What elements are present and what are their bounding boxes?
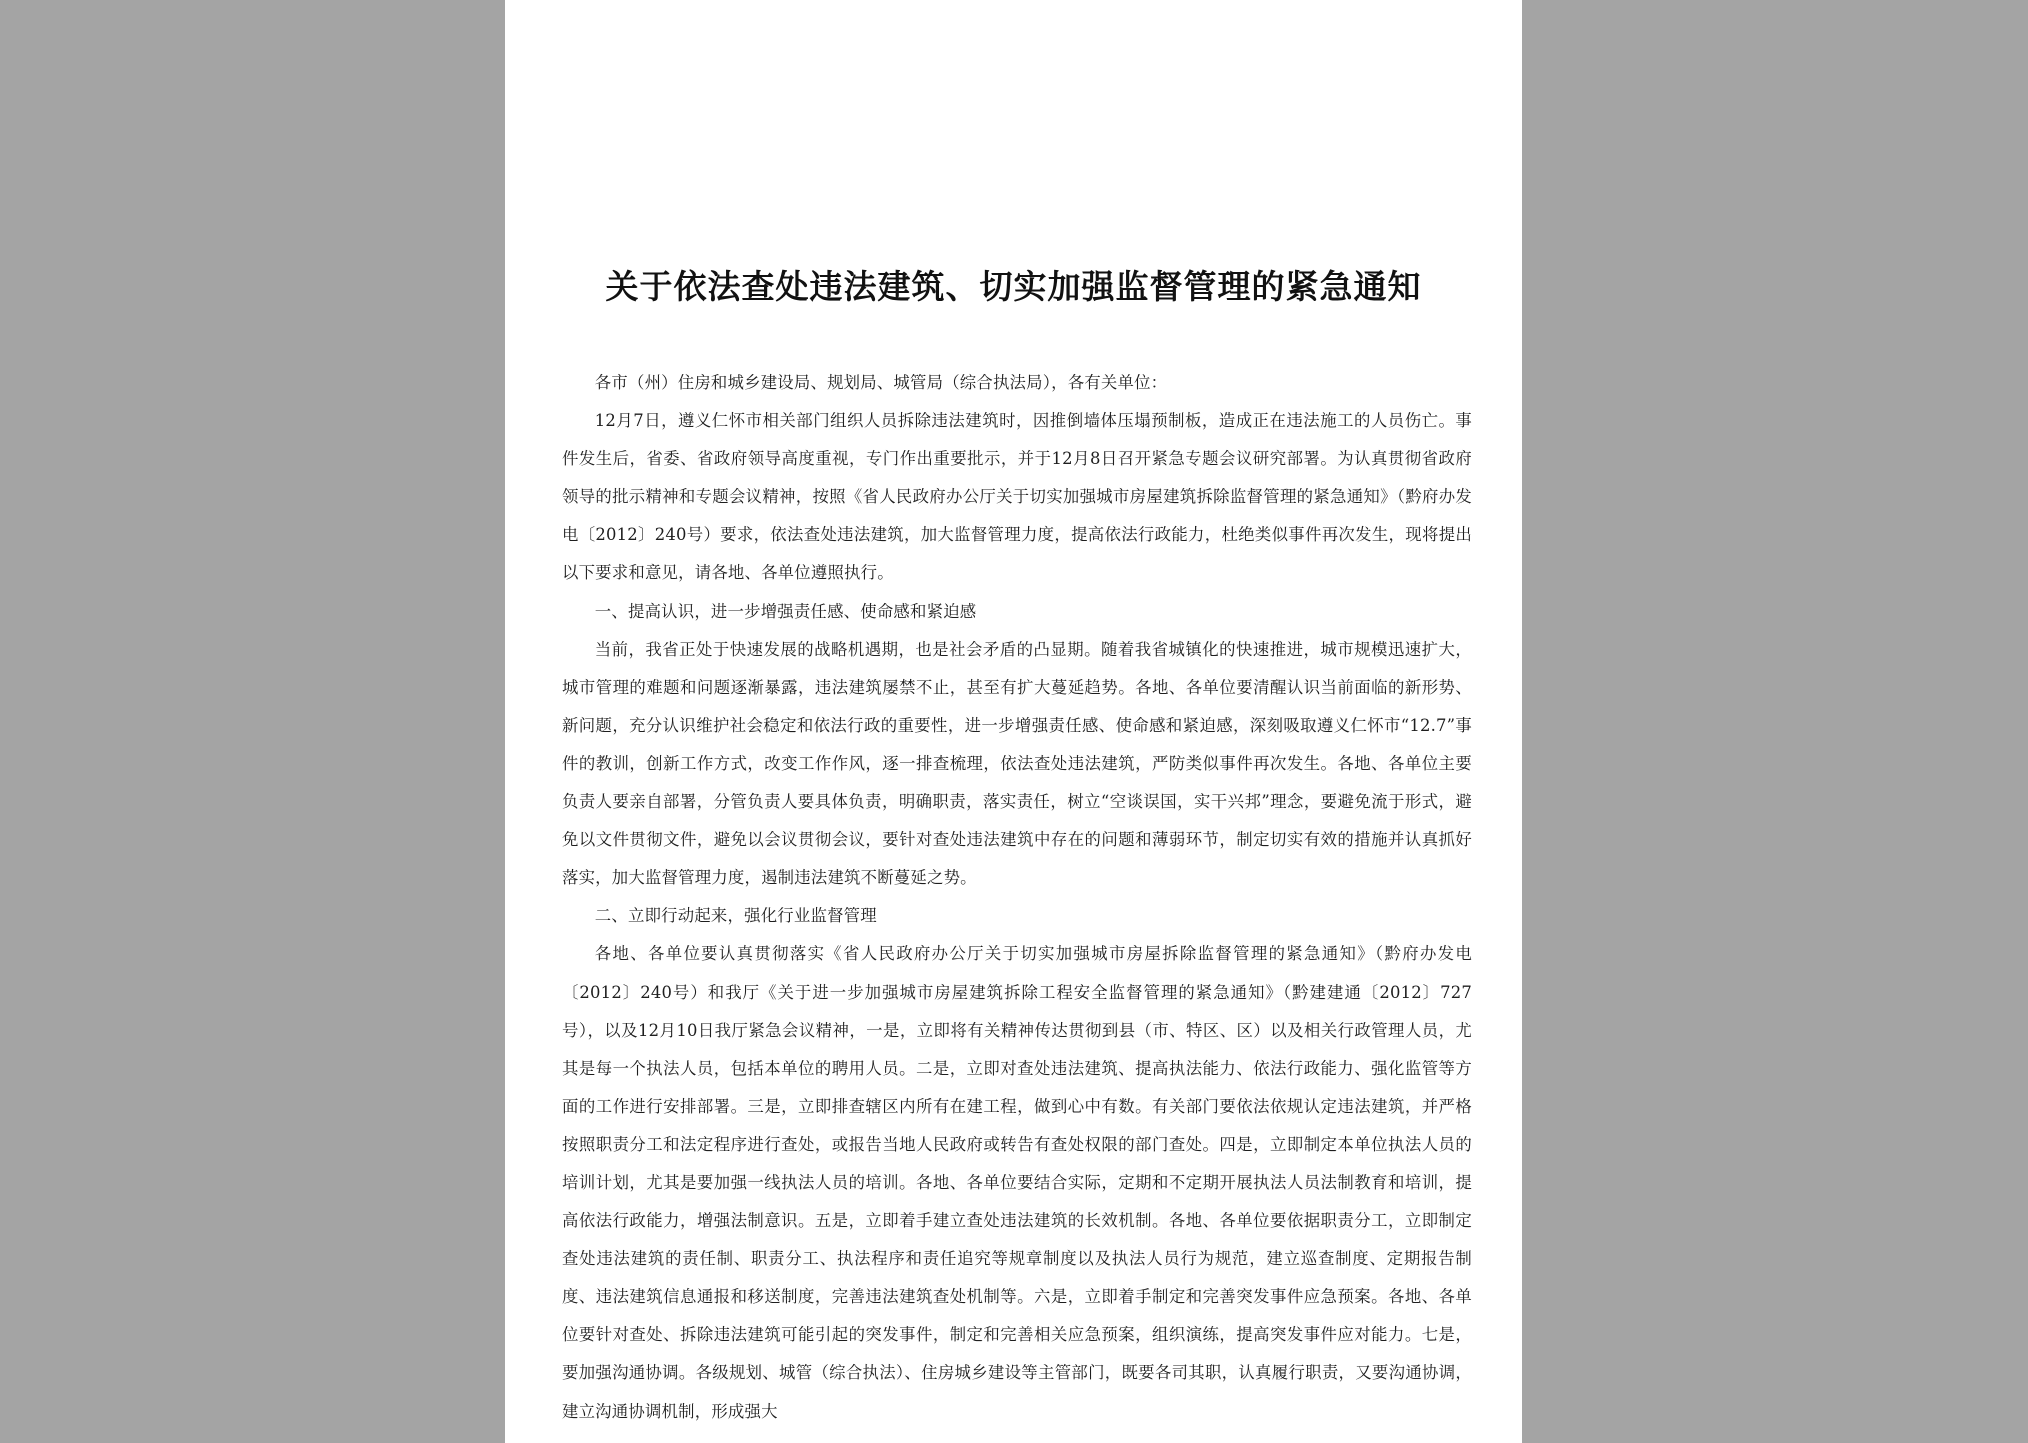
- document-page: [505, 0, 1522, 1443]
- document-body: [562, 364, 1472, 1431]
- salutation-paragraph: 各市（州）住房和城乡建设局、规划局、城管局（综合执法局），各有关单位：: [594, 373, 1168, 392]
- section-heading: 二、立即行动起来，强化行业监督管理: [594, 906, 877, 926]
- body-paragraph: 12月7日，遵义仁怀市相关部门组织人员拆除违法建筑时，因推倒墙体压塌预制板，造成正在违法施工的人员伤亡。事件发生后，省委、省政府领导高度重视，专门作出重要批示，并于12月8日召开紧急专题会议研究部署。为认真贯彻省政府领导的批示精神和专题会议精神，按照《省人民政府办公厅关于切实加强城市房屋建筑拆除监督管理的紧急通知》（黔府办发电〔2012〕240号）要求，依法查处违法建筑，加大监督管理力度，提高依法行政能力，杜绝类似事件再次发生，现将提出以下要求和意见，请各地、各单位遵照执行。: [562, 411, 1472, 583]
- body-paragraph: 各地、各单位要认真贯彻落实《省人民政府办公厅关于切实加强城市房屋拆除监督管理的紧急通知》（黔府办发电〔2012〕240号）和我厅《关于进一步加强城市房屋建筑拆除工程安全监督管理的紧急通知》（黔建建通〔2012〕727号），以及12月10日我厅紧急会议精神，一是，立即将有关精神传达贯彻到县（市、特区、区）以及相关行政管理人员，尤其是每一个执法人员，包括本单位的聘用人员。二是，立即对查处违法建筑、提高执法能力、依法行政能力、强化监管等方面的工作进行安排部署。三是，立即排查辖区内所有在建工程，做到心中有数。有关部门要依法依规认定违法建筑，并严格按照职责分工和法定程序进行查处，或报告当地人民政府或转告有查处权限的部门查处。四是，立即制定本单位执法人员的培训计划，尤其是要加强一线执法人员的培训。各地、各单位要结合实际，定期和不定期开展执法人员法制教育和培训，提高依法行政能力，增强法制意识。五是，立即着手建立查处违法建筑的长效机制。各地、各单位要依据职责分工，立即制定查处违法建筑的责任制、职责分工、执法程序和责任追究等规章制度以及执法人员行为规范，建立巡查制度、定期报告制度、违法建筑信息通报和移送制度，完善违法建筑查处机制等。六是，立即着手制定和完善突发事件应急预案。各地、各单位要针对查处、拆除违法建筑可能引起的突发事件，制定和完善相关应急预案，组织演练，提高突发事件应对能力。七是，要加强沟通协调。各级规划、城管（综合执法）、住房城乡建设等主管部门，既要各司其职，认真履行职责，又要沟通协调，建立沟通协调机制，形成强大: [562, 944, 1472, 1421]
- body-paragraph: 当前，我省正处于快速发展的战略机遇期，也是社会矛盾的凸显期。随着我省城镇化的快速推进，城市规模迅速扩大，城市管理的难题和问题逐渐暴露，违法建筑屡禁不止，甚至有扩大蔓延趋势。各地、各单位要清醒认识当前面临的新形势、新问题，充分认识维护社会稳定和依法行政的重要性，进一步增强责任感、使命感和紧迫感，深刻吸取遵义仁怀市“12.7”事件的教训，创新工作方式，改变工作作风，逐一排查梳理，依法查处违法建筑，严防类似事件再次发生。各地、各单位主要负责人要亲自部署，分管负责人要具体负责，明确职责，落实责任，树立“空谈误国，实干兴邦”理念，要避免流于形式，避免以文件贯彻文件，避免以会议贯彻会议，要针对查处违法建筑中存在的问题和薄弱环节，制定切实有效的措施并认真抓好落实，加大监督管理力度，遏制违法建筑不断蔓延之势。: [562, 639, 1472, 888]
- section-heading: 一、提高认识，进一步增强责任感、使命感和紧迫感: [594, 601, 977, 621]
- document-title: 关于依法查处违法建筑、切实加强监督管理的紧急通知: [605, 267, 1422, 306]
